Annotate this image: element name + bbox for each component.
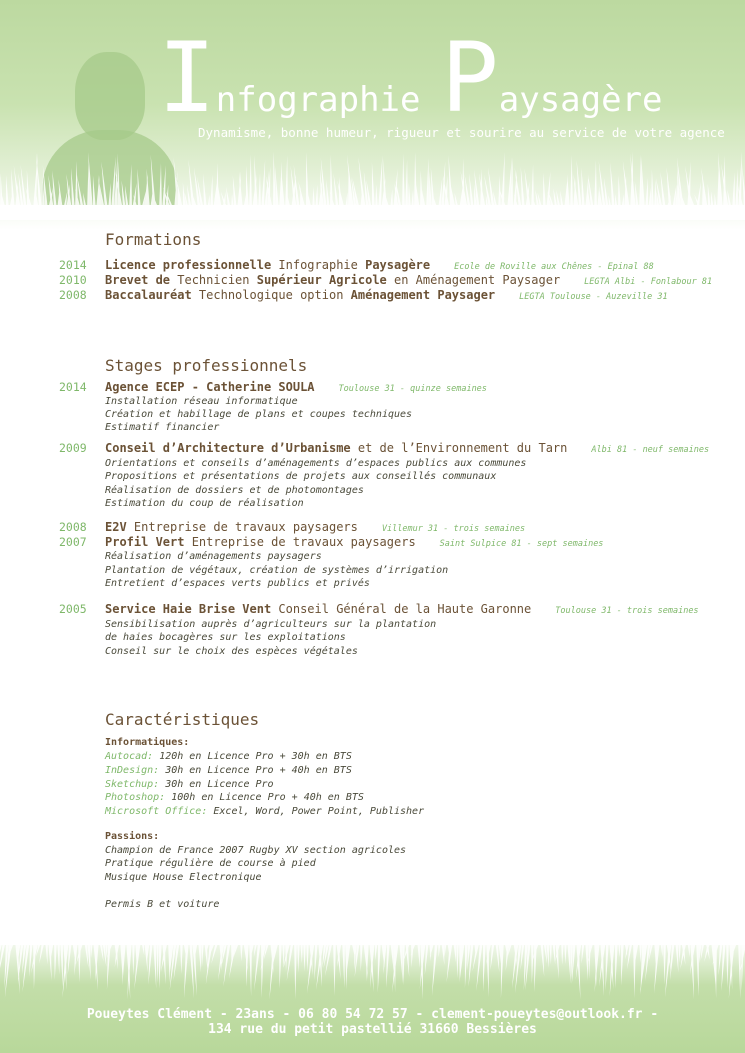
skill-item [105, 792, 364, 803]
task-item: Sensibilisation auprès d’agriculteurs sur la plantation [105, 619, 437, 630]
entry-text: Entreprise de travaux paysagers [126, 520, 358, 534]
entry-text: Infographie [271, 258, 366, 272]
entry-bold: Service Haie Brise Vent [105, 602, 272, 616]
header-banner [0, 0, 745, 230]
entry-bold: E2V [105, 520, 127, 534]
stage-entry [105, 380, 487, 394]
skill-desc: 100h en Licence Pro + 40h en BTS [165, 792, 364, 803]
person-silhouette-head [75, 52, 145, 140]
year: 2010 [59, 273, 87, 287]
footer-banner [0, 930, 745, 1053]
year: 2009 [59, 441, 87, 455]
skill-item [105, 806, 424, 817]
entry-text: en Aménagement Paysager [386, 273, 561, 287]
entry-place: Toulouse 31 - quinze semaines [338, 384, 487, 394]
task-item: Création et habillage de plans et coupes techniques [105, 409, 413, 420]
section-title-formations: Formations [105, 230, 202, 249]
permis-info: Permis B et voiture [105, 899, 220, 910]
entry-bold: Licence professionnelle [105, 258, 272, 272]
entry-bold: Aménagement Paysager [350, 288, 496, 302]
entry-place: Saint Sulpice 81 - sept semaines [439, 539, 604, 549]
entry-place: Albi 81 - neuf semaines [591, 445, 710, 455]
stage-entry [105, 535, 603, 549]
skill-name: Photoshop: [105, 792, 166, 803]
entry-text: Entreprise de travaux paysagers [184, 535, 416, 549]
category-label-informatiques: Informatiques: [105, 737, 190, 748]
address-line: 134 rue du petit pastellié 31660 Bessières [208, 1022, 537, 1037]
formation-entry [105, 288, 668, 302]
skill-desc: Excel, Word, Power Point, Publisher [207, 806, 425, 817]
entry-place: Toulouse 31 - trois semaines [555, 606, 699, 616]
skill-desc: 30h en Licence Pro [159, 779, 274, 790]
grass-blades [0, 151, 745, 210]
entry-place: Villemur 31 - trois semaines [381, 524, 526, 534]
category-label-passions: Passions: [105, 831, 160, 842]
passion-item: Champion de France 2007 Rugby XV section agricoles [105, 845, 407, 856]
skill-name: InDesign: [105, 765, 160, 776]
title-initial-p: P [440, 22, 499, 134]
formation-entry [105, 273, 712, 287]
skill-name: Autocad: [105, 751, 154, 762]
entry-text: Conseil Général de la Haute Garonne [271, 602, 532, 616]
title-part-1: nfographie [215, 80, 441, 120]
section-title-caracteristiques: Caractéristiques [105, 710, 260, 729]
passion-item: Pratique régulière de course à pied [105, 858, 316, 869]
entry-place: LEGTA Toulouse - Auzeville 31 [519, 292, 668, 302]
title-part-2: aysagère [498, 80, 663, 120]
title-initial-i: I [158, 22, 216, 134]
year: 2008 [59, 288, 87, 302]
section-title-stages: Stages professionnels [105, 356, 308, 375]
entry-text: Technologique option [191, 288, 351, 302]
entry-bold: Paysagère [365, 258, 431, 272]
grass-decoration [0, 150, 745, 220]
entry-place: Ecole de Roville aux Chênes - Epinal 88 [454, 262, 654, 272]
contact-line: Poueytes Clément - 23ans - 06 80 54 72 57 - clement-poueytes@outlook.fr - [86, 1007, 659, 1022]
entry-bold: Agence ECEP - Catherine SOULA [105, 380, 315, 394]
stage-entry [105, 441, 709, 455]
grass-blades [0, 940, 745, 1000]
task-item: Installation réseau informatique [105, 396, 298, 407]
entry-bold: Conseil d’Architecture d’Urbanisme [105, 441, 351, 455]
passion-item: Musique House Electronique [105, 872, 262, 883]
grass-decoration [0, 930, 745, 1000]
task-item: de haies bocagères sur les exploitations [105, 632, 346, 643]
task-item: Conseil sur le choix des espèces végétales [105, 646, 358, 657]
subtitle: Dynamisme, bonne humeur, rigueur et sourire au service de votre agence [198, 125, 725, 140]
skill-desc: 30h en Licence Pro + 40h en BTS [159, 765, 352, 776]
skill-item [105, 779, 274, 790]
entry-bold: Brevet de [105, 273, 171, 287]
task-item: Réalisation d’aménagements paysagers [105, 551, 322, 562]
formation-entry [105, 258, 654, 272]
stage-entry [105, 520, 525, 534]
year: 2014 [59, 380, 87, 394]
skill-item [105, 751, 352, 762]
task-item: Plantation de végétaux, création de systèmes d’irrigation [105, 565, 449, 576]
skill-name: Microsoft Office: [105, 806, 208, 817]
skill-desc: 120h en Licence Pro + 30h en BTS [153, 751, 352, 762]
entry-bold: Profil Vert [105, 535, 185, 549]
skill-name: Sketchup: [105, 779, 160, 790]
year: 2008 [59, 520, 87, 534]
year: 2014 [59, 258, 87, 272]
task-item: Estimatif financier [105, 422, 220, 433]
entry-bold: Baccalauréat [105, 288, 192, 302]
task-item: Entretient d’espaces verts publics et privés [105, 578, 370, 589]
year: 2007 [59, 535, 87, 549]
skill-item [105, 765, 352, 776]
task-item: Orientations et conseils d’aménagements d’espaces publics aux communes [105, 458, 527, 469]
task-item: Estimation du coup de réalisation [105, 498, 304, 509]
stage-entry [105, 602, 699, 616]
entry-text: Technicien [170, 273, 257, 287]
entry-bold: Supérieur Agricole [256, 273, 387, 287]
task-item: Propositions et présentations de projets aux conseillés communaux [105, 471, 497, 482]
entry-place: LEGTA Albi - Fonlabour 81 [584, 277, 713, 287]
task-item: Réalisation de dossiers et de photomontages [105, 485, 364, 496]
year: 2005 [59, 602, 87, 616]
entry-text: et de l’Environnement du Tarn [350, 441, 568, 455]
